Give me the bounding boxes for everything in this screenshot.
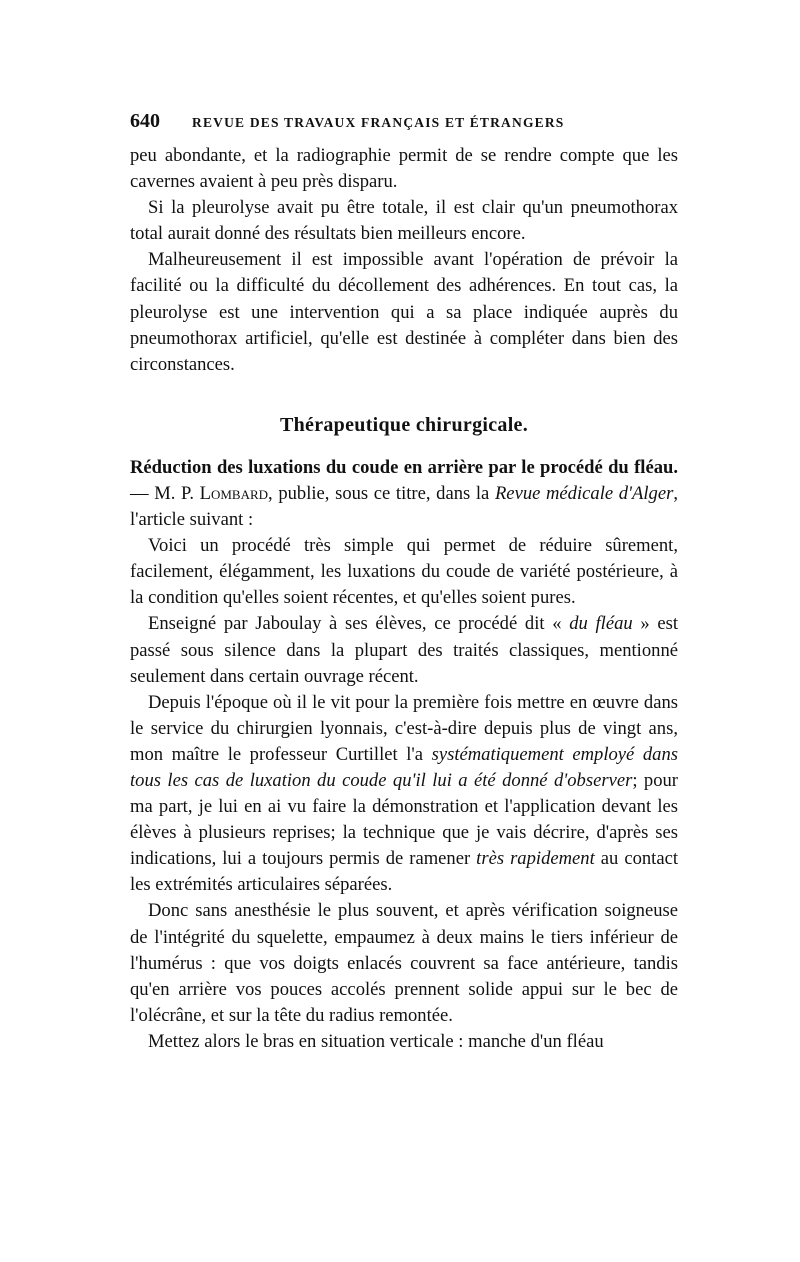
paragraph-5-part-a: Enseigné par Jaboulay à ses élèves, ce procédé dit « — [148, 613, 570, 635]
article-title: Réduction des luxations du coude en arrière par le procédé du fléau. — [130, 456, 678, 478]
paragraph-5 — [130, 611, 678, 689]
paragraph-6-part-e: au contact les extrémités articulaires séparées. — [130, 848, 679, 896]
paragraph-6-emphasis-1: systématiquement employé dans tous les cas de luxation du coude qu'il lui a été donné d'observer — [130, 743, 679, 791]
article-author: M. P. Lombard — [154, 482, 269, 504]
page-number: 640 — [130, 110, 160, 132]
article-heading — [130, 455, 678, 533]
paragraph-1: peu abondante, et la radiographie permit de se rendre compte que les cavernes avaient à peu près disparu. — [130, 145, 678, 193]
paragraph-8: Mettez alors le bras en situation verticale : manche d'un fléau — [148, 1030, 604, 1052]
document-page — [130, 110, 678, 1055]
paragraph-6-part-c: ; pour ma part, je lui en ai vu faire la démonstration et l'application devant les élèves à plusieurs reprises; la technique que je vais décrire, d'après ses indications, lui a toujours permis de ramener — [130, 769, 679, 870]
paragraph-2: Si la pleurolyse avait pu être totale, il est clair qu'un pneumothorax total aurait donné des résultats bien meilleurs encore. — [130, 197, 678, 245]
article-intro: , publie, sous ce titre, dans la — [268, 482, 495, 504]
paragraph-5-part-c: » est passé sous silence dans la plupart des traités classiques, mentionné seulement dans certain ouvrage récent. — [130, 613, 679, 687]
paragraph-6 — [130, 690, 678, 899]
paragraph-5-emphasis: du fléau — [569, 613, 633, 635]
paragraph-7: Donc sans anesthésie le plus souvent, et après vérification soigneuse de l'intégrité du squelette, empaumez à deux mains le tiers inférieur de l'humérus : que vos doigts enlacés couvrent sa face antérieure, tandis qu'en arrière vos pouces accolés prennent solide appui sur le bec de l'olécrâne, et sur la tête du radius remontée. — [130, 900, 678, 1026]
section-title: Thérapeutique chirurgicale. — [279, 413, 529, 436]
paragraph-3: Malheureusement il est impossible avant l'opération de prévoir la facilité ou la difficulté du décollement des adhérences. En tout cas, la pleurolyse est une intervention qui a sa place indiquée auprès du pneumothorax artificiel, qu'elle est destinée à compléter dans bien des circonstances. — [130, 249, 678, 375]
journal-name: Revue médicale d'Alger — [494, 482, 674, 504]
article-dash: — — [130, 482, 155, 504]
paragraph-4: Voici un procédé très simple qui permet de réduire sûrement, facilement, élégamment, les luxations du coude de variété postérieure, à la condition qu'elles soient récentes, et qu'elles soient pures. — [130, 535, 678, 609]
running-title: REVUE DES TRAVAUX FRANÇAIS ET ÉTRANGERS — [192, 115, 565, 130]
running-head — [130, 110, 678, 133]
paragraph-6-emphasis-2: très rapidement — [476, 848, 595, 870]
article-intro-end: , l'article suivant : — [130, 482, 678, 531]
paragraph-6-part-a: Depuis l'époque où il le vit pour la première fois mettre en œuvre dans le service du chirurgien lyonnais, c'est-à-dire depuis plus de vingt ans, mon maître le professeur Curtillet l'a — [130, 691, 678, 765]
